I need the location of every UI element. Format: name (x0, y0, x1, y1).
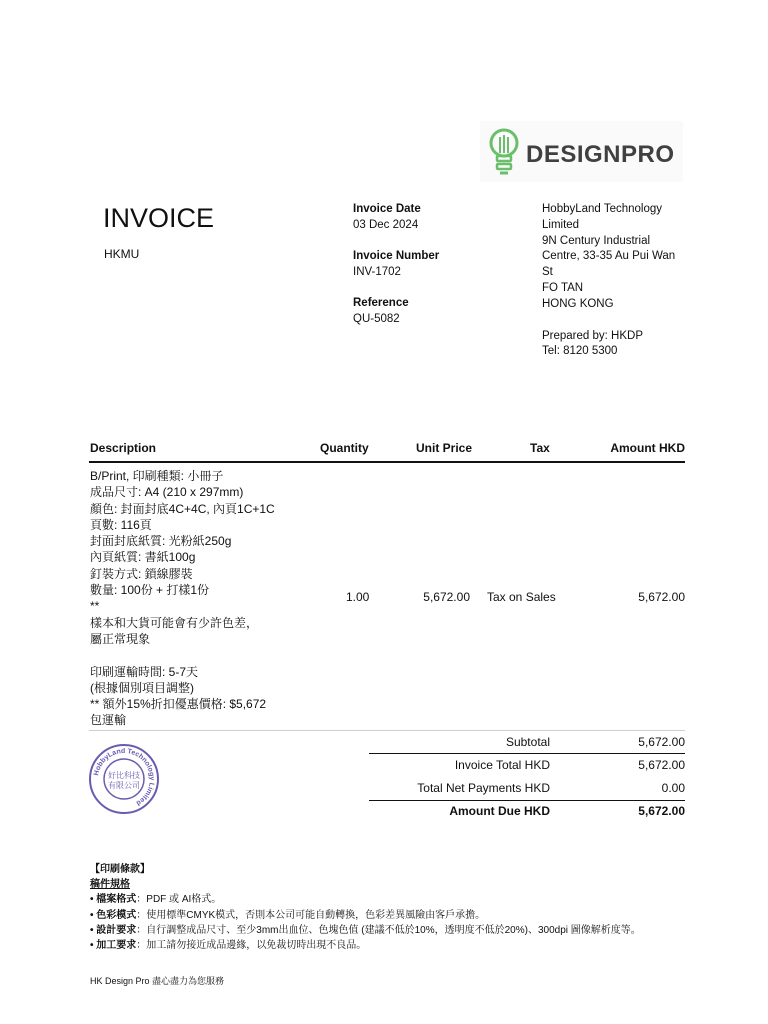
client-code: HKMU (104, 247, 140, 261)
terms-item-text: ：PDF 或 AI格式。 (136, 894, 222, 906)
description-line: ** (90, 599, 100, 614)
address-line: St (542, 266, 553, 279)
invoice-date-value: 03 Dec 2024 (353, 219, 419, 231)
stamp-inner-line: 好比科技 (108, 771, 140, 780)
subtotal-label: Subtotal (505, 735, 550, 749)
address-line: HONG KONG (542, 297, 614, 310)
description-line: B/Print, 印刷種類: 小冊子 (90, 469, 224, 483)
terms-item (90, 938, 641, 953)
address-line: Centre, 33-35 Au Pui Wan (542, 250, 676, 263)
address-line: Limited (542, 218, 580, 231)
description-line: 樣本和大貨可能會有少許色差， (90, 615, 259, 630)
terms-heading: 【印刷條款】 (90, 864, 150, 875)
footer-text: HK Design Pro 盡心盡力為您服務 (90, 976, 225, 986)
terms-item (90, 923, 641, 938)
terms-item (90, 892, 641, 907)
stamp-inner-line: 有限公司 (108, 781, 140, 790)
print-terms (90, 862, 641, 953)
description-line: 顏色: 封面封底4C+4C, 內頁1C+1C (90, 501, 275, 516)
subtotal-divider (369, 753, 685, 754)
item-tax: Tax on Sales (487, 590, 556, 604)
stamp-outer-text: HobbyLand Technology Limited (93, 747, 156, 807)
description-line: 封面封底紙質: 光粉紙250g (90, 534, 232, 549)
company-address (542, 202, 675, 313)
reference-label: Reference (353, 297, 409, 309)
header-description: Description (90, 441, 157, 455)
terms-item-label: • 色彩模式 (90, 909, 137, 921)
company-logo (480, 121, 683, 182)
description-line: 印刷運輸時間: 5-7天 (90, 664, 199, 679)
company-stamp (88, 743, 160, 820)
header-quantity: Quantity (320, 441, 369, 455)
header-amount: Amount HKD (610, 441, 685, 455)
lightbulb-icon (486, 127, 522, 177)
description-line (90, 647, 320, 663)
terms-item-text: ：加工請勿接近成品邊緣，以免裁切時出現不良品。 (136, 940, 367, 952)
company-tel: Tel: 8120 5300 (542, 345, 618, 357)
header-unit-price: Unit Price (416, 441, 473, 455)
invoice-number-value: INV-1702 (353, 266, 401, 278)
description-line: 成品尺寸: A4 (210 x 297mm) (90, 485, 244, 500)
address-line: 9N Century Industrial (542, 234, 651, 247)
description-line: 內頁紙質: 書紙100g (90, 550, 196, 565)
description-line: 頁數: 116頁 (90, 517, 152, 532)
header-divider (89, 461, 685, 463)
header-tax: Tax (530, 441, 550, 455)
invoice-total-label: Invoice Total HKD (454, 758, 550, 772)
item-quantity: 1.00 (346, 590, 370, 604)
description-line: ** 額外15%折扣優惠價格: $5,672 (90, 697, 267, 712)
logo-text: DESIGNPRO (526, 141, 675, 168)
terms-item-label: • 設計要求 (90, 924, 137, 936)
net-payments-label: Total Net Payments HKD (417, 781, 550, 795)
description-line: 屬正常現象 (90, 631, 151, 646)
description-line: 數量: 100份 + 打樣1份 (90, 583, 210, 598)
prepared-by: Prepared by: HKDP (542, 330, 643, 342)
terms-item-label: • 加工要求 (90, 940, 137, 952)
invoice-number-label: Invoice Number (353, 250, 440, 262)
invoice-title: INVOICE (103, 203, 215, 233)
subtotal-value: 5,672.00 (638, 735, 685, 749)
row-divider (89, 730, 685, 731)
item-description (90, 468, 320, 729)
amount-due-divider (369, 800, 685, 801)
terms-item-text: ：自行調整成品尺寸、至少3mm出血位、色塊色值 (建議不低於10%，透明度不低於20%)、300dpi 圖像解析度等。 (136, 924, 641, 936)
amount-due-value: 5,672.00 (638, 804, 685, 818)
description-line: 釘裝方式: 鎖線膠裝 (90, 566, 193, 581)
terms-item-label: • 檔案格式 (90, 894, 137, 906)
invoice-date-label: Invoice Date (353, 203, 421, 215)
item-unit-price: 5,672.00 (423, 590, 470, 604)
item-amount: 5,672.00 (638, 590, 685, 604)
description-line: 包運輸 (90, 713, 127, 728)
address-line: FO TAN (542, 281, 584, 294)
net-payments-value: 0.00 (661, 781, 685, 795)
invoice-total-value: 5,672.00 (638, 758, 685, 772)
terms-item-text: ：使用標準CMYK模式，否則本公司可能自動轉換，色彩差異風險由客戶承擔。 (136, 909, 486, 921)
description-line: (根據個別項目調整) (90, 680, 194, 695)
terms-subheading: 稿件規格 (90, 879, 130, 891)
address-line: HobbyLand Technology (542, 203, 662, 215)
amount-due-label: Amount Due HKD (449, 804, 550, 818)
reference-value: QU-5082 (353, 313, 400, 325)
terms-item (90, 908, 641, 923)
